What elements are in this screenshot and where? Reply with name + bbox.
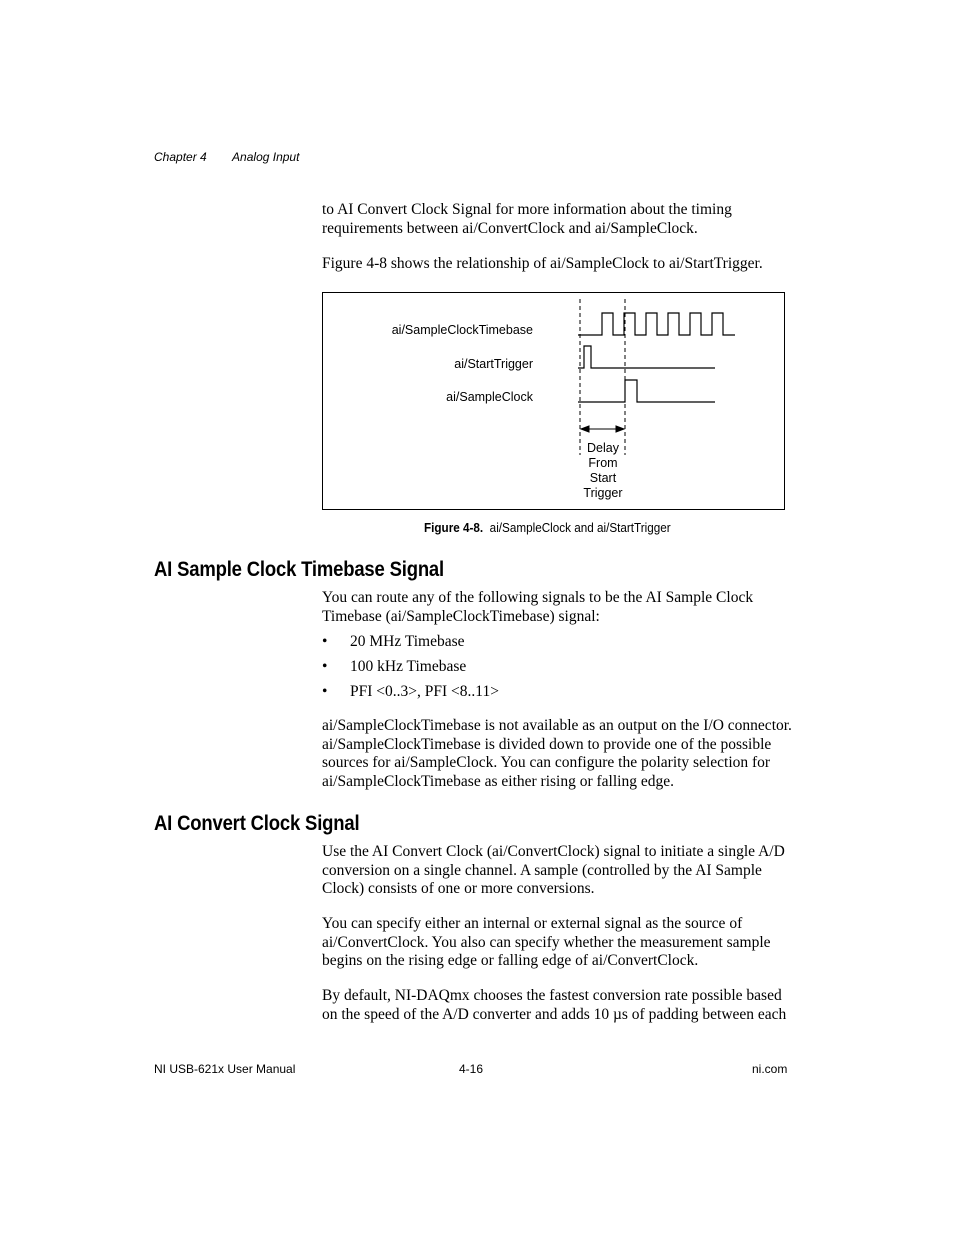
section-heading-sample-clock-timebase: AI Sample Clock Timebase Signal [154, 558, 445, 581]
running-header [154, 150, 299, 164]
section2-paragraph-3: By default, NI-DAQmx chooses the fastest conversion rate possible based on the speed of the A/D converter and adds 10 µs of padding between each [322, 987, 787, 1023]
waveform-sampleclocktimebase [578, 313, 735, 335]
header-section: Analog Input [232, 150, 300, 164]
page-number: 4-16 [459, 1062, 484, 1076]
footer-website-link[interactable]: ni.com [752, 1062, 788, 1076]
section2-paragraph-1: Use the AI Convert Clock (ai/ConvertClock) signal to initiate a single A/D conversion on a single channel. A sample (controlled by the AI Sample Clock) consists of one or more conversions. [322, 843, 785, 898]
bullet-item: • PFI <0..3>, PFI <8..11> [322, 683, 499, 700]
figure-caption-text: ai/SampleClock and ai/StartTrigger [489, 520, 671, 535]
waveform-starttrigger [578, 346, 715, 368]
header-chapter: Chapter 4 [154, 150, 207, 164]
waveforms [323, 293, 786, 511]
timing-diagram [322, 292, 785, 510]
bullet-item: • 20 MHz Timebase [322, 633, 465, 650]
figure-reference-paragraph: Figure 4-8 shows the relationship of ai/SampleClock to ai/StartTrigger. [322, 255, 763, 272]
bullet-item: • 100 kHz Timebase [322, 658, 467, 675]
figure-caption-number: Figure 4-8. [424, 520, 484, 535]
intro-paragraph: to AI Convert Clock Signal for more information about the timing requirements between ai/ConvertClock and ai/SampleClock. [322, 201, 732, 237]
delay-arrow [581, 426, 624, 432]
signal-label-sampleclocktimebase: ai/SampleClockTimebase [391, 323, 533, 337]
footer-manual-title: NI USB-621x User Manual [154, 1062, 296, 1076]
delay-label: Delay From Start Trigger [583, 441, 623, 500]
signal-label-starttrigger: ai/StartTrigger [454, 357, 533, 371]
figure-caption [424, 520, 671, 535]
section1-paragraph-1: You can route any of the following signals to be the AI Sample Clock Timebase (ai/SampleClockTimebase) signal: [322, 589, 754, 625]
section2-paragraph-2: You can specify either an internal or external signal as the source of ai/ConvertClock. You also can specify whether the measurement sample begins on the rising edge or falling edge of ai/ConvertClock. [322, 915, 771, 970]
section-heading-convert-clock: AI Convert Clock Signal [154, 812, 360, 835]
waveform-sampleclock [578, 380, 715, 402]
section1-paragraph-2: ai/SampleClockTimebase is not available as an output on the I/O connector. ai/SampleClockTimebase is divided down to provide one of the possible sources for ai/SampleClock. You can configure the polarity selection for ai/SampleClockTimebase as either rising or falling edge. [322, 717, 792, 790]
signal-label-sampleclock: ai/SampleClock [446, 390, 533, 404]
